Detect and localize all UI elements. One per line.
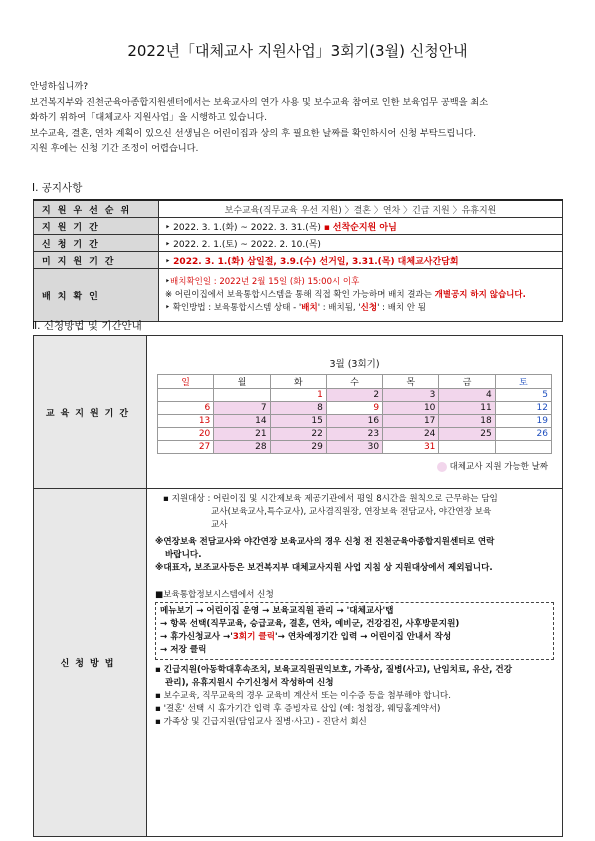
method-bullet: ▪ 가족상 및 긴급지원(담임교사 질병·사고) - 진단서 회신 [155, 717, 367, 727]
section-heading-method: Ⅱ. 신청방법 및 기간안내 [32, 320, 142, 332]
method-note: ※연장보육 전담교사와 야간연장 보육교사의 경우 신청 전 진천군육아종합지원센터로 연락 [155, 537, 495, 547]
calendar-day: 16 [326, 415, 382, 428]
apply-cell: ‣ 2022. 2. 1.(토) ~ 2022. 2. 10.(목) [159, 235, 563, 252]
period-value: 2022. 3. 1.(화) ~ 2022. 3. 31.(목) [173, 222, 321, 233]
nosupport-cell: ‣ 2022. 3. 1.(화) 삼일절, 3.9.(수) 선거일, 3.31.(목) 대체교사간담회 [159, 252, 563, 269]
method-table [33, 335, 563, 837]
calendar-day: 26 [495, 428, 551, 441]
apply-step: → 휴가신청교사 →'3회기 클릭'→ 연차예정기간 입력 → 어린이집 안내서 작성 [160, 632, 452, 642]
calendar-day: 13 [158, 415, 214, 428]
intro-line: 안녕하십니까? [30, 81, 89, 92]
calendar-day [495, 441, 551, 454]
priority-value: 보수교육(직무교육 우선 지원) 〉결혼 〉연차 〉긴급 지원 〉유휴지원 [159, 200, 563, 218]
method-bullet: ▪ '결혼' 선택 시 휴가기간 입력 후 증빙자료 삽입 (예: 청첩장, 웨딩홀계약서) [155, 704, 441, 714]
method-bullet: ▪ 보수교육, 직무교육의 경우 교육비 계산서 또는 이수증 등을 첨부해야 합니다. [155, 691, 451, 701]
calendar-day: 24 [383, 428, 439, 441]
calendar-day: 22 [270, 428, 326, 441]
calendar-legend [157, 460, 552, 472]
calendar-day: 19 [495, 415, 551, 428]
method-label: 신청방법 [34, 489, 147, 837]
calendar-day: 17 [383, 415, 439, 428]
method-note: 바랍니다. [165, 550, 202, 560]
period-cell: ‣ 2022. 3. 1.(화) ~ 2022. 3. 31.(목) ▪ 선착순지원 아님 [159, 218, 563, 235]
method-note: ※대표자, 보조교사등은 보건복지부 대체교사지원 사업 지침 상 지원대상에서 제외됩니다. [155, 563, 493, 573]
calendar-day: 15 [270, 415, 326, 428]
apply-steps-box [155, 602, 554, 660]
nosupport-value: 2022. 3. 1.(화) 삼일절, 3.9.(수) 선거일, 3.31.(목) 대체교사간담회 [173, 256, 459, 267]
method-bullet-cont: 교사 [211, 520, 228, 530]
calendar-day: 10 [383, 402, 439, 415]
calendar-title: 3월 (3회기) [329, 359, 380, 370]
method-cell [147, 489, 563, 837]
method-bullet-cont: 관리), 유휴지원시 수기신청서 작성하여 신청 [165, 678, 334, 688]
calendar-day: 30 [326, 441, 382, 454]
confirm-cell [159, 269, 563, 322]
confirm-line: ‣배치확인일 : 2022년 2월 15일 (화) 15:00시 이후 [165, 276, 360, 287]
confirm-label: 배치확인 [34, 269, 159, 322]
calendar-day: 8 [270, 402, 326, 415]
calendar-day: 2 [326, 389, 382, 402]
calendar [157, 374, 552, 454]
calendar-day: 6 [158, 402, 214, 415]
priority-label: 지원우선순위 [34, 200, 159, 218]
intro-line: 지원 후에는 신청 기간 조정이 어렵습니다. [30, 143, 199, 154]
intro-line: 보수교육, 결혼, 연차 계획이 있으신 선생님은 어린이집과 상의 후 필요한 날짜를 확인하시어 신청 부탁드립니다. [30, 127, 477, 139]
period-label: 지원기간 [34, 218, 159, 235]
day-header: 일 [158, 375, 214, 389]
system-heading: ■보육통합정보시스템에서 신청 [155, 590, 274, 600]
notice-table [33, 199, 563, 322]
legend-text: 대체교사 지원 가능한 날짜 [449, 462, 548, 472]
intro-line: 보건복지부와 진천군육아종합지원센터에서는 보육교사의 연가 사용 및 보수교육 참여로 인한 보육업무 공백을 최소 [30, 96, 489, 108]
confirm-line: ※ 어린이집에서 보육통합시스템을 통해 직접 확인 가능하며 배치 결과는 개별공지 하지 않습니다. [165, 289, 526, 300]
intro-line: 화하기 위하여「대체교사 지원사업」을 시행하고 있습니다. [30, 112, 268, 123]
day-header: 금 [439, 375, 495, 389]
period-note: 선착순지원 아님 [332, 222, 397, 233]
calendar-day: 11 [439, 402, 495, 415]
calendar-day [214, 389, 270, 402]
calendar-day: 21 [214, 428, 270, 441]
calendar-day: 4 [439, 389, 495, 402]
legend-dot-icon [437, 462, 447, 472]
calendar-day: 1 [270, 389, 326, 402]
page-title: 2022년「대체교사 지원사업」3회기(3월) 신청안내 [127, 42, 468, 60]
day-header: 화 [270, 375, 326, 389]
method-bullet: ▪ 지원대상 : 어린이집 및 시간제보육 제공기관에서 평일 8시간을 원칙으로 근무하는 담임 [163, 494, 498, 504]
nosupport-label: 미지원기간 [34, 252, 159, 269]
calendar-day: 23 [326, 428, 382, 441]
calendar-day: 7 [214, 402, 270, 415]
apply-label: 신청기간 [34, 235, 159, 252]
calendar-day: 27 [158, 441, 214, 454]
intro-text [30, 79, 575, 157]
apply-value: 2022. 2. 1.(토) ~ 2022. 2. 10.(목) [173, 239, 321, 250]
day-header: 목 [383, 375, 439, 389]
calendar-day: 5 [495, 389, 551, 402]
apply-step: → 저장 클릭 [160, 645, 207, 655]
section-heading-notice: Ⅰ. 공지사항 [32, 182, 83, 194]
calendar-day: 9 [326, 402, 382, 415]
calendar-cell [147, 336, 563, 489]
day-header: 수 [326, 375, 382, 389]
apply-step: → 항목 선택(직무교육, 승급교육, 결혼, 연차, 예비군, 건강검진, 사후방문지원) [160, 619, 460, 629]
calendar-day: 29 [270, 441, 326, 454]
calendar-day: 12 [495, 402, 551, 415]
calendar-day: 31 [383, 441, 439, 454]
day-header: 토 [495, 375, 551, 389]
edu-label: 교육지원기간 [34, 336, 147, 489]
day-header: 월 [214, 375, 270, 389]
calendar-day: 28 [214, 441, 270, 454]
calendar-day: 20 [158, 428, 214, 441]
calendar-day: 14 [214, 415, 270, 428]
apply-step: 메뉴보기 → 어린이집 운영 → 보육교직원 관리 → '대체교사'탭 [160, 606, 394, 616]
calendar-day: 3 [383, 389, 439, 402]
method-bullet-cont: 교사(보육교사,특수교사), 교사겸직원장, 연장보육 전담교사, 야간연장 보육 [211, 507, 492, 517]
calendar-day: 25 [439, 428, 495, 441]
method-bullet: ▪ 긴급지원(아동학대후속조치, 보육교직원권익보호, 가족상, 질병(사고), 난임치료, 유산, 건강 [155, 665, 513, 675]
calendar-day [439, 441, 495, 454]
confirm-line: ‣ 확인방법 : 보육통합시스템 상태 - '배치' : 배치됨, '신청' : 배치 안 됨 [165, 302, 426, 313]
calendar-day [158, 389, 214, 402]
calendar-day: 18 [439, 415, 495, 428]
